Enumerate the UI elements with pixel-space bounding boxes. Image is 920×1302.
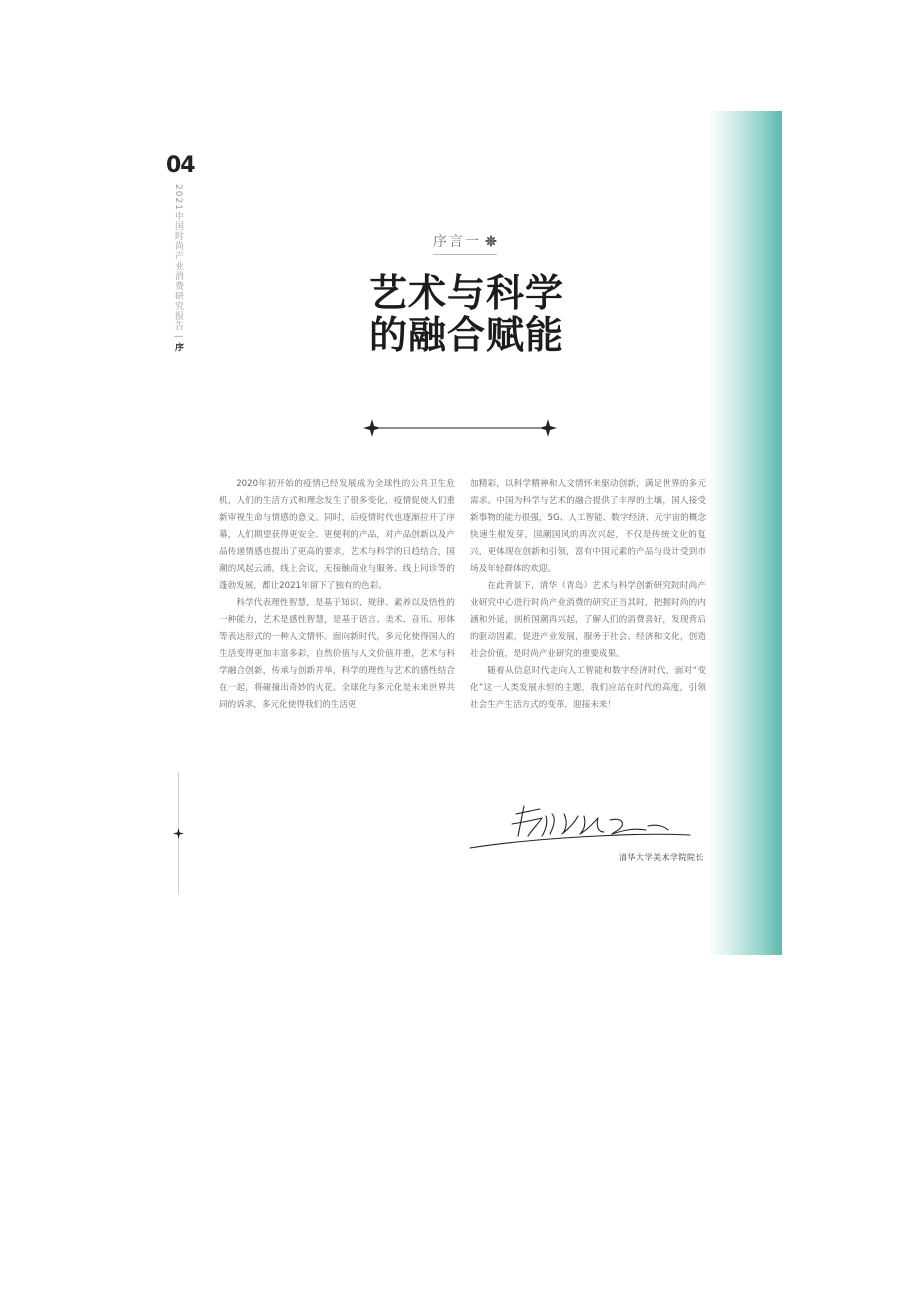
body-paragraph: 在此背景下，清华（青岛）艺术与科学创新研究院时尚产业研究中心进行时尚产业消费的研究正当其时，把握时尚的内涵和外延，剖析国潮再兴起，了解人们的消费喜好，发现背后的驱动因素，促进产业发展，服务于社会、经济和文化，创造社会价值，是时尚产业研究的重要成果。 [470,581,706,659]
body-paragraph: 2020年初开始的疫情已经发展成为全球性的公共卫生危机，人们的生活方式和理念发生了很多变化，疫情促使人们重新审视生命与情感的意义。同时，后疫情时代也逐渐拉开了序幕，人们期望获得更安全、更便利的产品，对产品创新以及产品传递情感也提出了更高的要求，艺术与科学的日趋结合，国潮的风起云涌，线上会议，无接触商业与服务、线上问诊等的蓬勃发展，都让2021年留下了独有的色彩。 [219,479,455,591]
page-title [369,272,564,356]
body-paragraph-continued: 加精彩，以科学精神和人文情怀来驱动创新，满足世界的多元需求。中国为科学与艺术的融合提供了丰厚的土壤，国人接受新事物的能力很强，5G、人工智能、数字经济、元宇宙的概念快速生根发芽，国潮国风的再次兴起，不仅是传统文化的复兴，更体现在创新和引领，富有中国元素的产品与设计受到市场及年轻群体的欢迎。 [470,479,706,574]
running-head-separator: | [173,334,183,339]
body-column-right [470,476,706,714]
flower-icon [485,235,497,247]
running-head-section: 序 [173,342,183,353]
teal-gradient-band [708,111,782,955]
title-line-2: 的融合赋能 [369,312,565,357]
four-point-star-icon [539,419,557,437]
body-paragraph: 随着从信息时代走向人工智能和数字经济时代，面对“变化”这一人类发展永恒的主题，我们应站在时代的高度，引领社会生产生活方式的变革，迎接未来！ [470,666,706,710]
four-point-star-icon [363,419,381,437]
preface-label [433,231,497,255]
page-number: 04 [166,153,195,178]
running-head [172,184,185,353]
body-column-left [219,476,455,714]
four-point-star-icon [173,828,184,839]
signature-caption: 清华大学美术学院院长 [619,853,704,862]
title-line-1: 艺术与科学 [369,270,565,315]
body-paragraph: 科学代表理性智慧，是基于知识、规律、素养以及悟性的一种能力，艺术是感性智慧，是基于语言、美术、音乐、形体等表达形式的一种人文情怀。面向新时代，多元化使得国人的生活变得更加丰富多彩，自然价值与人文价值并重，艺术与科学融合创新，传承与创新并举，科学的理性与艺术的感性结合在一起，将碰撞出奇妙的火花。全球化与多元化是未来世界共同的诉求，多元化使得我们的生活更 [219,598,455,710]
ornament-divider [362,418,558,438]
handwritten-signature [468,800,692,854]
running-head-title: 2021中国时尚产业消费研究报告 [173,184,183,331]
preface-label-text: 序言一 [433,234,481,250]
